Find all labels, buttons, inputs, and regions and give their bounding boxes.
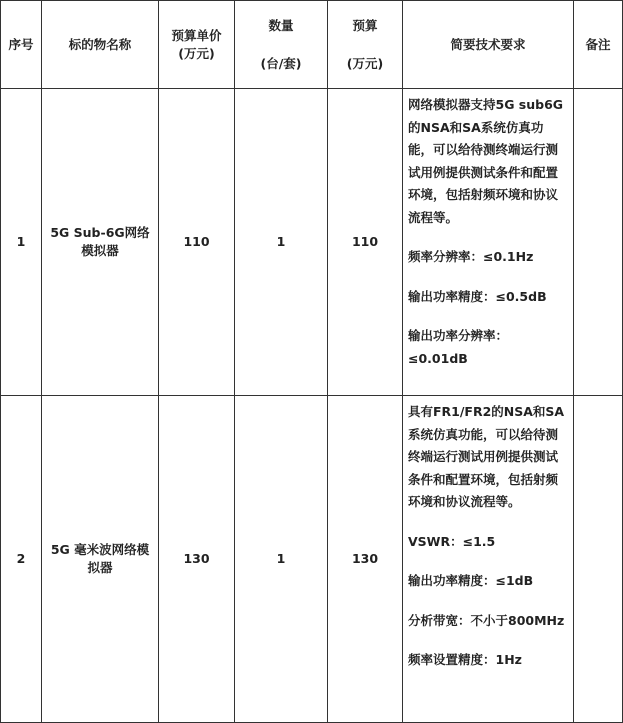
table-row: [1, 396, 623, 723]
row-unit-price: 110: [159, 89, 235, 396]
row-quantity: 1: [235, 396, 328, 723]
header-item-name: 标的物名称: [42, 1, 159, 89]
row-budget: 110: [328, 89, 403, 396]
header-unit-price-label: 预算单价: [171, 27, 222, 43]
header-budget-label: 预算: [352, 17, 378, 33]
requirements-spec: VSWR：≤1.5: [408, 533, 496, 549]
header-quantity-unit: (台/套): [260, 55, 302, 71]
header-index: 序号: [1, 1, 42, 89]
row-item-name: 5G 毫米波网络模拟器: [42, 396, 159, 723]
row-index: 1: [1, 89, 42, 396]
header-quantity: [235, 1, 328, 89]
requirements-spec: 输出功率精度：≤0.5dB: [408, 288, 547, 304]
header-requirements: 简要技术要求: [403, 1, 574, 89]
row-quantity: 1: [235, 89, 328, 396]
header-remarks: 备注: [574, 1, 623, 89]
requirements-spec: 频率设置精度：1Hz: [408, 652, 522, 667]
requirements-spec: 输出功率分辨率：≤0.01dB: [408, 328, 509, 366]
requirements-spec: 分析带宽：不小于800MHz: [408, 612, 565, 628]
header-unit-price: [159, 1, 235, 89]
header-unit-price-unit: (万元): [178, 45, 215, 61]
header-budget-unit: (万元): [346, 55, 384, 71]
row-index: 2: [1, 396, 42, 723]
row-budget: 130: [328, 396, 403, 723]
row-requirements: [403, 89, 574, 396]
header-budget: [328, 1, 403, 89]
row-remarks: [574, 89, 623, 396]
requirements-spec: 输出功率精度：≤1dB: [408, 573, 534, 588]
row-remarks: [574, 396, 623, 723]
table-header-row: [1, 1, 623, 89]
requirements-description: 具有FR1/FR2的NSA和SA系统仿真功能，可以给待测终端运行测试用例提供测试条件和配置环境，包括射频环境和协议流程等。: [408, 404, 565, 509]
requirements-spec: 频率分辨率：≤0.1Hz: [408, 249, 534, 264]
header-quantity-label: 数量: [268, 17, 294, 33]
row-requirements: [403, 396, 574, 723]
requirements-description: 网络模拟器支持5G sub6G的NSA和SA系统仿真功能，可以给待测终端运行测试用例提供测试条件和配置环境，包括射频环境和协议流程等。: [408, 97, 564, 225]
row-item-name: 5G Sub-6G网络模拟器: [42, 89, 159, 396]
table-row: [1, 89, 623, 396]
row-unit-price: 130: [159, 396, 235, 723]
